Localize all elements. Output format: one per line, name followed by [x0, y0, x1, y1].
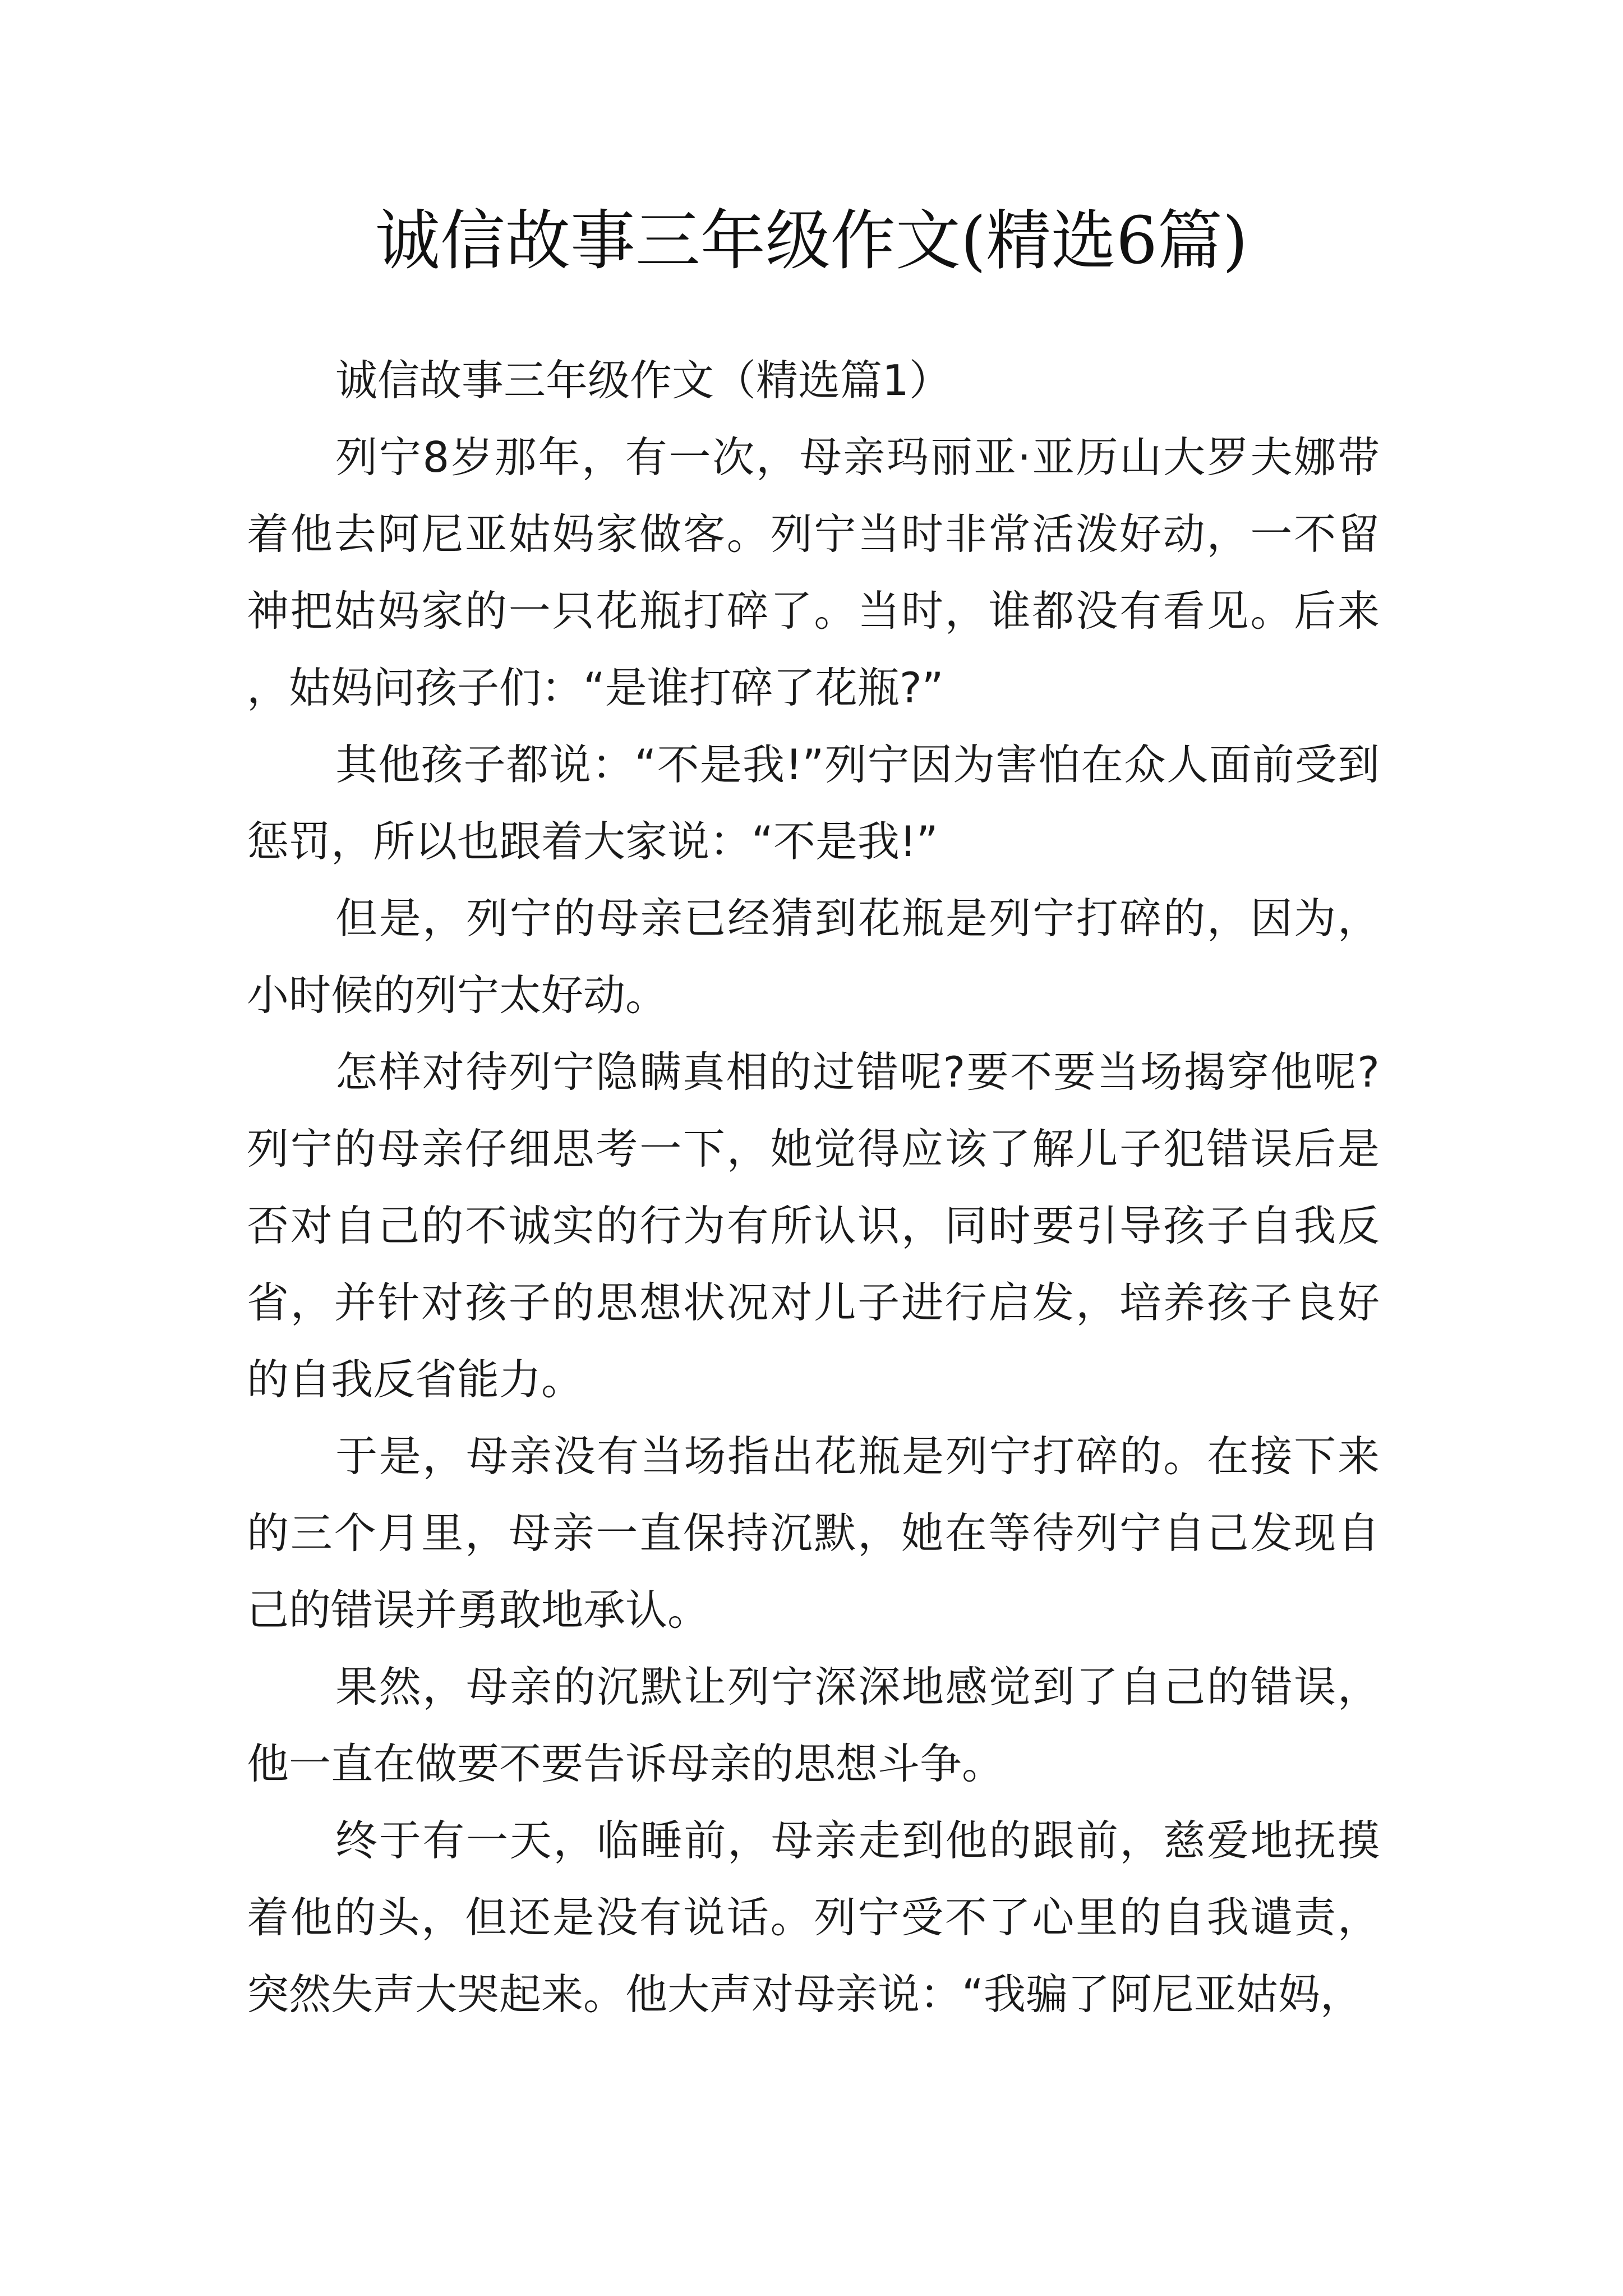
paragraph: 怎样对待列宁隐瞒真相的过错呢?要不要当场揭穿他呢?列宁的母亲仔细思考一下，她觉得应该了解儿子犯错误后是否对自己的不诚实的行为有所认识，同时要引导孩子自我反省，并针对孩子的思想状况对儿子进行启发，培养孩子良好的自我反省能力。	[247, 1047, 1380, 1404]
paragraph: 其他孩子都说：“不是我!”列宁因为害怕在众人面前受到惩罚，所以也跟着大家说：“不是我!”	[247, 740, 1380, 866]
paragraph: 终于有一天，临睡前，母亲走到他的跟前，慈爱地抚摸着他的头，但还是没有说话。列宁受不了心里的自我谴责，突然失声大哭起来。他大声对母亲说：“我骗了阿尼亚姑妈，	[247, 1816, 1380, 2019]
paragraph: 于是，母亲没有当场指出花瓶是列宁打碎的。在接下来的三个月里，母亲一直保持沉默，她在等待列宁自己发现自己的错误并勇敢地承认。	[247, 1432, 1380, 1635]
section-heading: 诚信故事三年级作文（精选篇1）	[335, 356, 951, 405]
paragraph: 但是，列宁的母亲已经猜到花瓶是列宁打碎的，因为，小时候的列宁太好动。	[247, 894, 1380, 1020]
document-title: 诚信故事三年级作文(精选6篇)	[375, 203, 1248, 279]
paragraph: 果然，母亲的沉默让列宁深深地感觉到了自己的错误，他一直在做要不要告诉母亲的思想斗争。	[247, 1662, 1380, 1788]
paragraph: 列宁8岁那年，有一次，母亲玛丽亚·亚历山大罗夫娜带着他去阿尼亚姑妈家做客。列宁当时非常活泼好动，一不留神把姑妈家的一只花瓶打碎了。当时，谁都没有看见。后来，姑妈问孩子们：“是谁打碎了花瓶?”	[247, 432, 1380, 712]
document-body	[247, 342, 1380, 2033]
